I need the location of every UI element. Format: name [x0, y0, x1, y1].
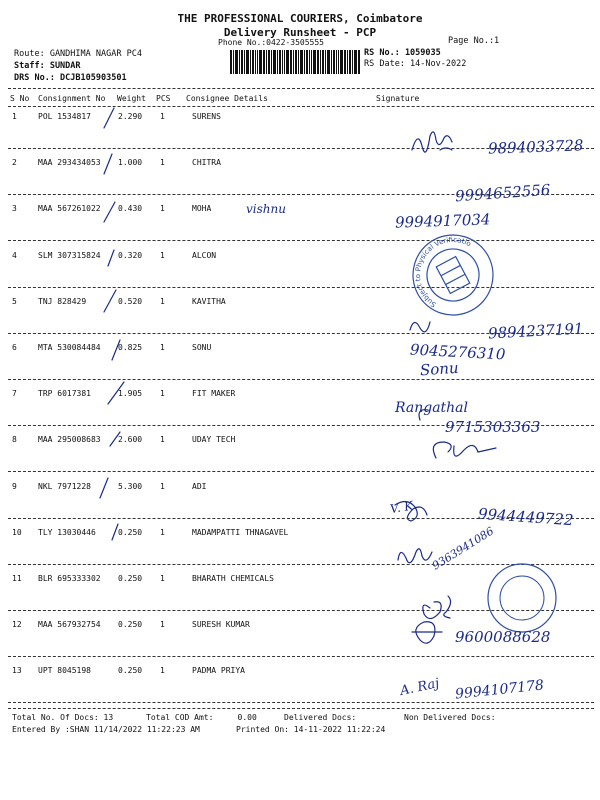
row-pcs: 1: [160, 204, 165, 214]
row-sno: 8: [12, 435, 17, 445]
row-consignee: CHITRA: [192, 158, 221, 168]
row-consignment: UPT 8045198: [38, 666, 91, 676]
row-weight: 0.250: [118, 666, 143, 676]
row-sno: 1: [12, 112, 17, 121]
row-pcs: 1: [160, 343, 165, 352]
drs-number: DRS No.: DCJB105903501: [14, 73, 127, 83]
row-weight: 1.000: [118, 158, 143, 168]
handwritten-phone-13: 9994107178: [454, 677, 545, 703]
rs-date: RS Date: 14-Nov-2022: [364, 59, 467, 69]
row-pcs: 1: [160, 296, 165, 306]
col-pcs: PCS: [156, 94, 171, 103]
total-cod: Total COD Amt: 0.00: [146, 713, 257, 722]
row-consignment: MAA 293434053: [38, 158, 101, 168]
footer-divider: [8, 708, 594, 709]
handwritten-moha-suffix: vishnu: [246, 202, 286, 216]
col-consignee: Consignee Details: [186, 94, 268, 103]
row-sno: 2: [12, 158, 17, 168]
row-sno: 7: [12, 389, 17, 399]
handwritten-phone-12: 9600088628: [455, 628, 551, 646]
row-consignment: MAA 567261022: [38, 204, 101, 214]
col-sno: S No: [10, 94, 30, 103]
svg-text:Subject to Physical Verificati: [408, 230, 473, 316]
row-consignment: TRP 6017381: [38, 389, 91, 399]
handwritten-phone-6a: 9045276310: [409, 340, 506, 364]
row-consignee: SONU: [192, 343, 212, 352]
phone-number: Phone No.:0422-3505555: [218, 38, 324, 47]
row-pcs: 1: [160, 574, 165, 583]
row-weight: 2.600: [118, 435, 143, 445]
row-consignee: FIT MAKER: [192, 389, 236, 399]
row-consignee: PADMA PRIYA: [192, 666, 245, 676]
stamp-text: Subject to Physical Verification: [413, 235, 473, 309]
handwritten-phone-10: 9363941086: [429, 524, 497, 573]
document-title: THE PROFESSIONAL COURIERS, Coimbatore: [177, 12, 423, 25]
delivered-docs: Delivered Docs:: [284, 713, 357, 722]
row-pcs: 1: [160, 435, 165, 445]
col-weight: Weight: [117, 94, 146, 103]
row-sno: 6: [12, 343, 17, 352]
entered-by: Entered By :SHAN 11/14/2022 11:22:23 AM: [12, 725, 200, 734]
row-weight: 0.250: [118, 574, 143, 583]
document-subtitle: Delivery Runsheet - PCP: [223, 26, 377, 39]
row-weight: 0.520: [118, 296, 143, 306]
row-sno: 11: [12, 574, 22, 583]
row-consignment: POL 1534817: [38, 112, 91, 121]
row-sno: 4: [12, 250, 17, 260]
row-weight: 1.905: [118, 389, 143, 399]
verification-stamp: [408, 230, 498, 320]
row-weight: 0.430: [118, 204, 143, 214]
non-delivered-docs: Non Delivered Docs:: [404, 713, 496, 722]
row-consignee: SURENS: [192, 112, 221, 121]
row-pcs: 1: [160, 620, 165, 630]
handwritten-name-13: A. Raj: [398, 676, 441, 699]
page-number: Page No.:1: [448, 36, 500, 46]
row-consignment: TLY 13030446: [38, 527, 96, 537]
handwritten-phone-2a: 9994652556: [454, 180, 551, 206]
row-consignee: KAVITHA: [192, 296, 226, 306]
row-pcs: 1: [160, 250, 165, 260]
rs-number: RS No.: 1059035: [364, 48, 441, 58]
row-consignee: ADI: [192, 481, 207, 491]
row-consignment: MTA 530084484: [38, 343, 101, 352]
handwritten-phone-9: 9944449722: [477, 504, 574, 530]
row-consignment: MAA 295008683: [38, 435, 101, 445]
row-consignment: BLR 695333302: [38, 574, 101, 583]
row-consignment: NKL 7971228: [38, 481, 91, 491]
row-consignee: MOHA: [192, 204, 212, 214]
staff-label: Staff: SUNDAR: [14, 61, 81, 71]
row-consignment: MAA 567932754: [38, 620, 101, 630]
row-pcs: 1: [160, 527, 165, 537]
row-consignee: ALCON: [192, 250, 217, 260]
row-weight: 0.825: [118, 343, 143, 352]
row-weight: 5.300: [118, 481, 143, 491]
total-docs: Total No. Of Docs: 13: [12, 713, 114, 722]
row-pcs: 1: [160, 158, 165, 168]
handwritten-phone-2b: 9994917034: [394, 210, 491, 232]
row-weight: 0.250: [118, 527, 143, 537]
row-consignee: UDAY TECH: [192, 435, 236, 445]
row-consignment: SLM 307315824: [38, 250, 101, 260]
handwritten-phone-7: 9715303363: [445, 418, 541, 436]
row-weight: 0.320: [118, 250, 143, 260]
row-pcs: 1: [160, 112, 165, 121]
row-weight: 0.250: [118, 620, 143, 630]
col-signature: Signature: [376, 94, 420, 103]
handwritten-phone-5: 9894237191: [487, 319, 584, 343]
row-pcs: 1: [160, 481, 165, 491]
row-sno: 9: [12, 481, 17, 491]
handwritten-name-9: V. K.: [388, 497, 418, 517]
printed-on: Printed On: 14-11-2022 11:22:24: [236, 725, 386, 734]
row-consignment: TNJ 828429: [38, 296, 87, 306]
handwritten-name-7: Rangathal: [395, 400, 469, 416]
handwritten-name-6: Sonu: [419, 358, 460, 380]
row-sno: 10: [12, 527, 22, 537]
row-consignee: MADAMPATTI THNAGAVEL: [192, 527, 289, 537]
col-consignment: Consignment No: [38, 94, 106, 103]
route-label: Route: GANDHIMA NAGAR PC4: [14, 49, 142, 59]
row-sno: 13: [12, 666, 22, 676]
row-sno: 3: [12, 204, 17, 214]
row-weight: 2.290: [118, 112, 143, 121]
row-sno: 12: [12, 620, 22, 630]
row-consignee: SURESH KUMAR: [192, 620, 250, 630]
row-sno: 5: [12, 296, 17, 306]
row-consignee: BHARATH CHEMICALS: [192, 574, 274, 583]
row-pcs: 1: [160, 666, 165, 676]
handwritten-phone-1: 9894033728: [487, 136, 584, 158]
company-stamp: [484, 560, 560, 636]
row-pcs: 1: [160, 389, 165, 399]
